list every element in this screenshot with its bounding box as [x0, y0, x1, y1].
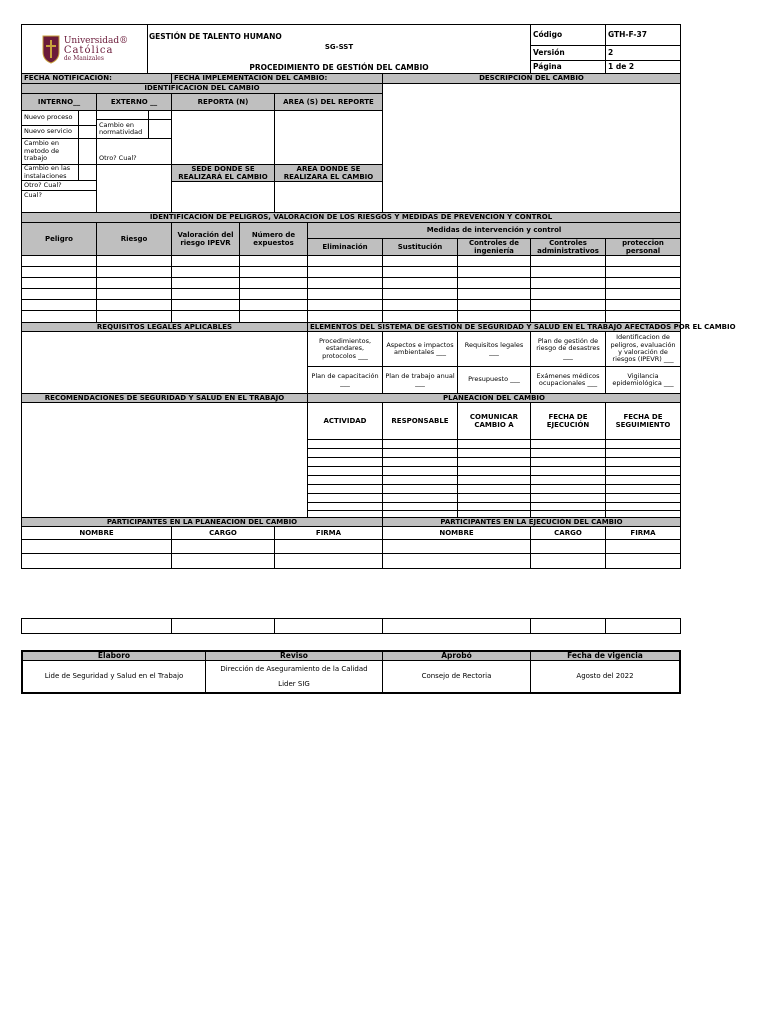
requisitos-legales-item[interactable]: Requisitos legales ___	[457, 331, 531, 367]
document-title: PROCEDIMIENTO DE GESTIÓN DEL CAMBIO	[249, 63, 429, 72]
elaboro-value: Lide de Seguridad y Salud en el Trabajo	[21, 660, 206, 694]
nuevo-proceso-label: Nuevo proceso	[21, 110, 79, 126]
actividad-col: ACTIVIDAD	[307, 402, 383, 440]
system-title: SG-SST	[324, 43, 354, 51]
participantes-extra-row[interactable]	[21, 618, 681, 634]
peligros-grid[interactable]	[21, 255, 681, 323]
nombre-ejec-col: NOMBRE	[382, 526, 531, 540]
sustitucion-col: Sustitución	[382, 238, 458, 256]
proteccion-col: proteccion personal	[605, 238, 681, 256]
comunicar-col: COMUNICAR CAMBIO A	[457, 402, 531, 440]
cambio-instalaciones-label: Cambio en las instalaciones	[21, 164, 79, 181]
elementos-header: ELEMENTOS DEL SISTEMA DE GESTIÓN DE SEGURIDAD Y SALUD EN EL TRABAJO AFECTADOS POR EL CAMBIO	[307, 322, 681, 332]
externo-bottom-blank	[96, 164, 172, 213]
valoracion-col: Valoración del riesgo IPEVR	[171, 222, 240, 256]
identificacion-header: IDENTIFICACION DEL CAMBIO	[21, 83, 383, 94]
peligros-header: IDENTIFICACIÓN DE PELIGROS, VALORACION DE LOS RIESGOS Y MEDIDAS DE PREVENCION Y CONTROL	[21, 212, 681, 223]
riesgo-col: Riesgo	[96, 222, 172, 256]
participantes-planeacion-header: PARTICIPANTES EN LA PLANEACION DEL CAMBIO	[21, 517, 383, 527]
descripcion-header: DESCRIPCION DEL CAMBIO	[382, 73, 681, 84]
area-realizara-header: AREA DONDE SE REALIZARA EL CAMBIO	[274, 164, 383, 182]
header-title-cell	[147, 24, 531, 74]
cambio-metodo-label: Cambio en metodo de trabajo	[21, 138, 79, 165]
eliminacion-col: Eliminación	[307, 238, 383, 256]
trabajo-anual-item[interactable]: Plan de trabajo anual ___	[382, 366, 458, 394]
examenes-item[interactable]: Exámenes médicos ocupacionales ___	[530, 366, 606, 394]
requisitos-header: REQUISITOS LEGALES APLICABLES	[21, 322, 308, 332]
codigo-label: Código	[530, 24, 606, 46]
reporta-field[interactable]	[171, 110, 275, 165]
cargo-ejec-col: CARGO	[530, 526, 606, 540]
nuevo-proceso-check[interactable]	[78, 110, 97, 126]
area-realizara-field[interactable]	[274, 181, 383, 213]
reviso-label: Reviso	[205, 650, 383, 661]
cargo-col: CARGO	[171, 526, 275, 540]
firma-ejec-col: FIRMA	[605, 526, 681, 540]
area-title: GESTIÓN DE TALENTO HUMANO	[149, 32, 282, 41]
ingenieria-col: Controles de ingeniería	[457, 238, 531, 256]
ipevr-item[interactable]: Identificacion de peligros, evaluación y valoración de riesgos (IPEVR) ___	[605, 331, 681, 367]
recomendaciones-header: RECOMENDACIONES DE SEGURIDAD Y SALUD EN EL TRABAJO	[21, 393, 308, 403]
logo-cell	[21, 24, 148, 74]
interno-header[interactable]: INTERNO__	[21, 93, 97, 111]
codigo-value: GTH-F-37	[605, 24, 681, 46]
reviso-line1: Dirección de Aseguramiento de la Calidad	[220, 664, 368, 673]
nuevo-servicio-check[interactable]	[78, 125, 97, 139]
cambio-normatividad-label: Cambio en normatividad	[96, 119, 149, 139]
shield-icon	[41, 34, 61, 64]
descripcion-field[interactable]	[382, 83, 681, 213]
fecha-seguimiento-col: FECHA DE SEGUIMIENTO	[605, 402, 681, 440]
vigilancia-item[interactable]: Vigilancia epidemiológica ___	[605, 366, 681, 394]
sede-field[interactable]	[171, 181, 275, 213]
logo-line1: Universidad®	[63, 35, 129, 46]
cambio-instalaciones-check[interactable]	[78, 164, 97, 181]
area-reporte-header: AREA (S) DEL REPORTE	[274, 93, 383, 111]
vigencia-label: Fecha de vigencia	[530, 650, 681, 661]
cual-field[interactable]: Cual?	[21, 190, 97, 213]
fecha-notificacion-field[interactable]: FECHA NOTIFICACIÓN:	[21, 73, 172, 84]
presupuesto-item[interactable]: Presupuesto ___	[457, 366, 531, 394]
logo-line3: de Manizales	[63, 54, 104, 62]
logo-line2: Católica	[63, 44, 114, 56]
cambio-metodo-check[interactable]	[78, 138, 97, 165]
firma-col: FIRMA	[274, 526, 383, 540]
recomendaciones-field[interactable]	[21, 402, 308, 518]
participantes-grid[interactable]	[21, 539, 681, 569]
otro-cual-externo[interactable]: Otro? Cual?	[96, 138, 172, 165]
peligro-col: Peligro	[21, 222, 97, 256]
participantes-ejecucion-header: PARTICIPANTES EN LA EJECUCIÓN DEL CAMBIO	[382, 517, 681, 527]
nuevo-servicio-label: Nuevo servicio	[21, 125, 79, 139]
pagina-value: 1 de 2	[605, 60, 681, 74]
vigencia-value: Agosto del 2022	[530, 660, 681, 694]
otro-cual-label[interactable]: Otro? Cual?	[21, 180, 97, 191]
version-label: Versión	[530, 45, 606, 61]
reporta-header: REPORTA (N)	[171, 93, 275, 111]
elaboro-label: Elaboro	[21, 650, 206, 661]
planeacion-header: PLANEACION DEL CAMBIO	[307, 393, 681, 403]
area-reporte-field[interactable]	[274, 110, 383, 165]
reviso-value	[205, 660, 383, 694]
university-logo	[41, 34, 128, 64]
nombre-col: NOMBRE	[21, 526, 172, 540]
externo-header[interactable]: EXTERNO __	[96, 93, 172, 111]
reviso-line2: Lider SIG	[278, 680, 310, 689]
fecha-ejecucion-col: FECHA DE EJECUCIÓN	[530, 402, 606, 440]
sede-header: SEDE DONDE SE REALIZARÁ EL CAMBIO	[171, 164, 275, 182]
expuestos-col: Número de expuestos	[239, 222, 308, 256]
requisitos-field[interactable]	[21, 331, 308, 394]
responsable-col: RESPONSABLE	[382, 402, 458, 440]
aprobo-value: Consejo de Rectoria	[382, 660, 531, 694]
administrativos-col: Controles administrativos	[530, 238, 606, 256]
cambio-normatividad-check[interactable]	[148, 110, 172, 139]
version-value: 2	[605, 45, 681, 61]
plan-desastres-item[interactable]: Plan de gestión de riesgo de desastres ___	[530, 331, 606, 367]
medidas-header: Medidas de intervención y control	[307, 222, 681, 239]
aprobo-label: Aprobó	[382, 650, 531, 661]
planeacion-grid[interactable]	[307, 439, 681, 518]
pagina-label: Página	[530, 60, 606, 74]
capacitacion-item[interactable]: Plan de capacitación ___	[307, 366, 383, 394]
fecha-implementacion-field[interactable]: FECHA IMPLEMENTACIÓN DEL CAMBIO:	[171, 73, 383, 84]
aspectos-item[interactable]: Aspectos e impactos ambientales ___	[382, 331, 458, 367]
procedimientos-item[interactable]: Procedimientos, estandares, protocolos ___	[307, 331, 383, 367]
